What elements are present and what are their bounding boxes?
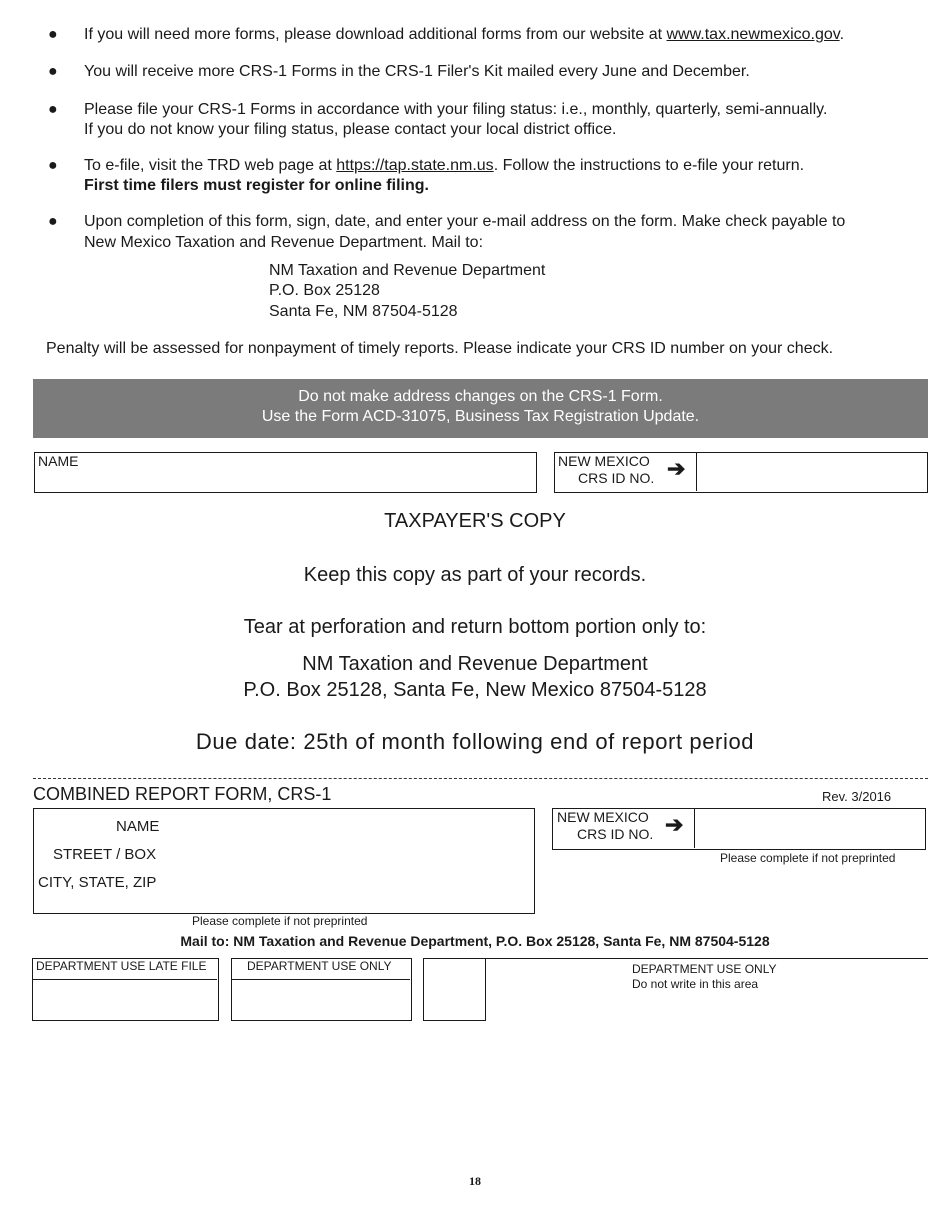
dept-area-label: DEPARTMENT USE ONLY <box>632 962 777 976</box>
bullet-icon: ● <box>48 63 58 80</box>
crs-id-divider <box>696 453 697 491</box>
mail-address-l3: Santa Fe, NM 87504-5128 <box>269 303 458 320</box>
instruction-mail-l1: Upon completion of this form, sign, date, and enter your e-mail address on the form. Make check payable to <box>84 213 846 230</box>
form-revision: Rev. 3/2016 <box>822 789 892 804</box>
dept-use-only-label: DEPARTMENT USE ONLY <box>247 959 392 973</box>
return-box: P.O. Box 25128, Santa Fe, New Mexico 87504-5128 <box>243 679 707 701</box>
mail-address-l2: P.O. Box 25128 <box>269 282 380 299</box>
instruction-efile: To e-file, visit the TRD web page at https://tap.state.nm.us. Follow the instructions to e-file your return. <box>84 157 805 174</box>
name-field-top[interactable] <box>34 452 537 493</box>
instruction-kit: You will receive more CRS-1 Forms in the CRS-1 Filer's Kit mailed every June and December. <box>84 63 750 80</box>
form-title: COMBINED REPORT FORM, CRS-1 <box>33 784 332 804</box>
arrow-right-icon: ➔ <box>667 456 686 481</box>
crs-id-field-top[interactable] <box>554 452 928 493</box>
tap-link[interactable]: https://tap.state.nm.us <box>336 157 494 174</box>
dept-late-file-label: DEPARTMENT USE LATE FILE <box>36 959 207 973</box>
address-name-label: NAME <box>116 818 160 835</box>
name-label: NAME <box>38 453 79 469</box>
bullet-icon: ● <box>48 213 58 230</box>
dept-area-line <box>486 958 928 959</box>
due-date: Due date: 25th of month following end of report period <box>195 729 755 754</box>
divider <box>232 979 410 980</box>
crs-label: NEW MEXICO CRS ID NO. <box>558 453 655 486</box>
instruction-register: First time filers must register for online filing. <box>84 177 429 194</box>
mail-address-l1: NM Taxation and Revenue Department <box>269 262 546 279</box>
complete-note-right: Please complete if not preprinted <box>720 851 896 865</box>
dept-use-only-box <box>231 958 412 1021</box>
website-link[interactable]: www.tax.newmexico.gov <box>666 26 840 43</box>
arrow-right-icon: ➔ <box>665 812 684 837</box>
page-number: 18 <box>469 1174 481 1188</box>
instruction-forms: If you will need more forms, please download additional forms from our website at www.tax.newmexico.gov. <box>84 26 845 43</box>
instruction-status-l2: If you do not know your filing status, please contact your local district office. <box>84 121 617 138</box>
penalty-notice: Penalty will be assessed for nonpayment of timely reports. Please indicate your CRS ID number on your check. <box>46 340 834 357</box>
keep-copy-text: Keep this copy as part of your records. <box>303 564 647 586</box>
divider <box>33 979 217 980</box>
taxpayer-copy-title: TAXPAYER'S COPY <box>384 510 566 532</box>
address-city-label: CITY, STATE, ZIP <box>38 874 157 891</box>
address-block[interactable] <box>33 808 535 914</box>
mail-to-line: Mail to: NM Taxation and Revenue Department, P.O. Box 25128, Santa Fe, NM 87504-5128 <box>180 933 770 949</box>
bullet-icon: ● <box>48 101 58 118</box>
perforation-line <box>33 778 928 779</box>
bullet-icon: ● <box>48 157 58 174</box>
instruction-mail-l2: New Mexico Taxation and Revenue Department. Mail to: <box>84 234 484 251</box>
bullet-icon: ● <box>48 26 58 43</box>
instruction-status-l1: Please file your CRS-1 Forms in accordance with your filing status: i.e., monthly, quarterly, semi-annually. <box>84 101 828 118</box>
dept-small-box <box>423 958 486 1021</box>
crs-id-divider <box>694 809 695 848</box>
address-change-banner: Do not make address changes on the CRS-1 Form. Use the Form ACD-31075, Business Tax Registration Update. <box>33 379 928 438</box>
complete-note-left: Please complete if not preprinted <box>192 914 368 928</box>
crs-id-field-bottom[interactable] <box>552 808 926 850</box>
dept-area-note: Do not write in this area <box>632 977 759 991</box>
address-street-label: STREET / BOX <box>53 846 157 863</box>
dept-late-file-box <box>32 958 219 1021</box>
return-dept: NM Taxation and Revenue Department <box>302 653 648 675</box>
tear-text: Tear at perforation and return bottom portion only to: <box>243 616 707 638</box>
crs-label-bottom: NEW MEXICO CRS ID NO. <box>557 809 654 842</box>
